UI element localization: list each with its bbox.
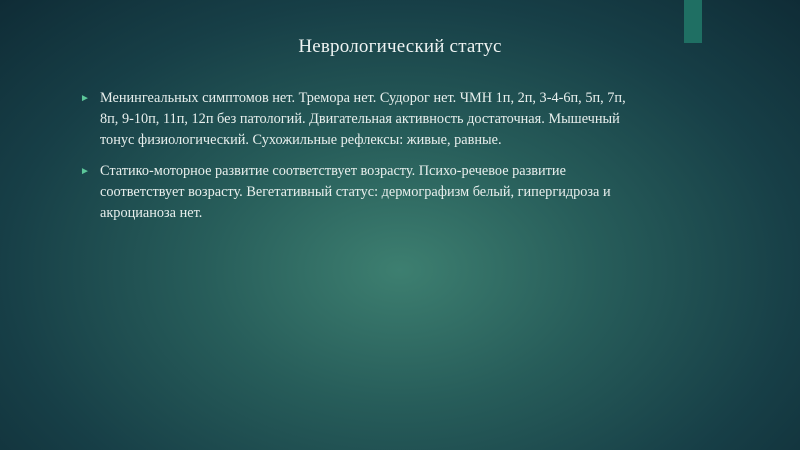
triangle-right-icon: ► [80,93,90,104]
bullet-item [78,88,638,151]
bullet-text: Менингеальных симптомов нет. Тремора нет. Судорог нет. ЧМН 1п, 2п, 3-4-6п, 5п, 7п, 8п, 9-10п, 11п, 12п без патологий. Двигательная активность достаточная. Мышечный тонус физиологический. Сухожильные рефлексы: живые, равные. [100,90,626,148]
triangle-right-icon: ► [80,166,90,177]
bullet-item [78,161,638,224]
bullet-text: Статико-моторное развитие соответствует возрасту. Психо-речевое развитие соответствует возрасту. Вегетативный статус: дермографизм белый, гипергидроза и акроцианоза нет. [100,163,611,221]
bullet-list [78,88,638,234]
slide-title: Неврологический статус [298,36,502,57]
